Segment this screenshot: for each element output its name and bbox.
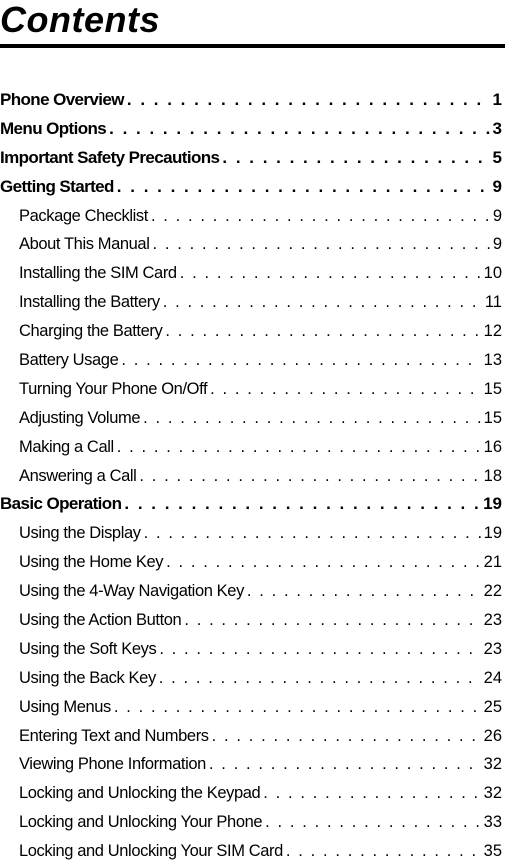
toc-page-number: 22 [483, 582, 502, 601]
toc-dot-leader [163, 288, 482, 317]
toc-entry-label: Basic Operation [0, 494, 122, 514]
toc-dot-leader [109, 115, 489, 144]
toc-dot-leader [139, 462, 480, 491]
page-title: Contents [0, 0, 160, 40]
toc-entry-label: Using the 4-Way Navigation Key [19, 582, 244, 601]
toc-page-number: 15 [483, 379, 502, 398]
toc-entry-label: Using the Back Key [19, 668, 156, 687]
toc-dot-leader [165, 317, 480, 346]
toc-page-number: 32 [483, 755, 502, 774]
toc-entry-label: Using the Action Button [19, 611, 182, 630]
toc-subsection-entry[interactable] [0, 664, 506, 693]
toc-entry-label: Installing the Battery [19, 293, 160, 312]
toc-entry-label: Using Menus [19, 697, 111, 716]
toc-page-number: 18 [483, 466, 502, 485]
toc-dot-leader [159, 635, 480, 664]
toc-subsection-entry[interactable] [0, 548, 506, 577]
toc-subsection-entry[interactable] [0, 375, 506, 404]
toc-subsection-entry[interactable] [0, 750, 506, 779]
toc-page-number: 19 [483, 524, 502, 543]
toc-subsection-entry[interactable] [0, 462, 506, 491]
toc-dot-leader [212, 722, 481, 751]
toc-subsection-entry[interactable] [0, 779, 506, 808]
toc-subsection-entry[interactable] [0, 722, 506, 751]
toc-page-number: 25 [483, 697, 502, 716]
toc-page-number: 23 [483, 611, 502, 630]
title-rule [0, 44, 505, 48]
toc-subsection-entry[interactable] [0, 230, 506, 259]
toc-subsection-entry[interactable] [0, 259, 506, 288]
toc-subsection-entry[interactable] [0, 577, 506, 606]
toc-entry-label: Using the Display [19, 524, 141, 543]
toc-entry-label: Battery Usage [19, 351, 119, 370]
toc-page-number: 13 [483, 351, 502, 370]
toc-entry-label: Using the Home Key [19, 553, 164, 572]
toc-page-number: 26 [483, 726, 502, 745]
toc-page-number: 11 [484, 293, 502, 312]
toc-page-number: 21 [483, 553, 502, 572]
toc-entry-label: About This Manual [19, 235, 150, 254]
toc-dot-leader [124, 490, 480, 519]
toc-dot-leader [247, 577, 481, 606]
toc-subsection-entry[interactable] [0, 519, 506, 548]
toc-subsection-entry[interactable] [0, 404, 506, 433]
toc-entry-label: Getting Started [0, 176, 114, 196]
toc-section-entry[interactable] [0, 86, 506, 115]
toc-subsection-entry[interactable] [0, 202, 506, 231]
toc-entry-label: Locking and Unlocking Your SIM Card [19, 842, 283, 861]
toc-page-number: 10 [483, 264, 502, 283]
toc-subsection-entry[interactable] [0, 317, 506, 346]
toc-dot-leader [144, 519, 481, 548]
toc-dot-leader [127, 86, 490, 115]
toc-subsection-entry[interactable] [0, 837, 506, 866]
toc-subsection-entry[interactable] [0, 693, 506, 722]
toc-page-number: 15 [483, 408, 502, 427]
toc-dot-leader [222, 144, 489, 173]
toc-entry-label: Installing the SIM Card [19, 264, 177, 283]
toc-page-number: 9 [492, 206, 502, 225]
toc-page-number: 9 [492, 176, 502, 196]
toc-dot-leader [209, 750, 481, 779]
toc-entry-label: Using the Soft Keys [19, 639, 157, 658]
toc-dot-leader [180, 259, 481, 288]
toc-page-number: 3 [492, 118, 502, 138]
toc-page-number: 24 [483, 668, 502, 687]
toc-dot-leader [121, 346, 480, 375]
toc-entry-label: Answering a Call [19, 466, 137, 485]
toc-page-number: 12 [483, 322, 502, 341]
toc-entry-label: Locking and Unlocking Your Phone [19, 813, 263, 832]
toc-page-number: 5 [492, 147, 502, 167]
toc-dot-leader [143, 404, 481, 433]
toc-section-entry[interactable] [0, 144, 506, 173]
toc-entry-label: Phone Overview [0, 90, 124, 109]
toc-dot-leader [286, 837, 481, 866]
toc-dot-leader [114, 693, 481, 722]
toc-subsection-entry[interactable] [0, 288, 506, 317]
toc-subsection-entry[interactable] [0, 606, 506, 635]
toc-subsection-entry[interactable] [0, 346, 506, 375]
toc-dot-leader [263, 779, 480, 808]
toc-page-number: 16 [483, 437, 502, 456]
toc-page-number: 1 [492, 90, 502, 109]
toc-entry-label: Viewing Phone Information [19, 755, 206, 774]
toc-dot-leader [117, 173, 490, 202]
toc-subsection-entry[interactable] [0, 635, 506, 664]
toc-entry-label: Adjusting Volume [19, 408, 141, 427]
toc-section-entry[interactable] [0, 115, 506, 144]
toc-page-number: 35 [483, 842, 502, 861]
toc-entry-label: Turning Your Phone On/Off [19, 379, 208, 398]
toc-entry-label: Charging the Battery [19, 322, 163, 341]
toc-section-entry[interactable] [0, 173, 506, 202]
toc-subsection-entry[interactable] [0, 433, 506, 462]
toc-subsection-entry[interactable] [0, 808, 506, 837]
toc-dot-leader [159, 664, 481, 693]
toc-dot-leader [265, 808, 480, 837]
toc-entry-label: Entering Text and Numbers [19, 726, 209, 745]
toc-entry-label: Locking and Unlocking the Keypad [19, 784, 261, 803]
toc-entry-label: Package Checklist [19, 206, 148, 225]
toc-section-entry[interactable] [0, 490, 506, 519]
toc-page-number: 9 [492, 235, 502, 254]
toc-dot-leader [117, 433, 481, 462]
toc-page-number: 33 [483, 813, 502, 832]
toc-dot-leader [166, 548, 481, 577]
toc-page-number: 19 [483, 494, 502, 514]
toc-dot-leader [210, 375, 481, 404]
toc-page-number: 23 [483, 639, 502, 658]
toc-dot-leader [151, 202, 490, 231]
toc-dot-leader [152, 230, 489, 259]
toc-entry-label: Menu Options [0, 118, 107, 138]
toc-entry-label: Important Safety Precautions [0, 147, 220, 167]
toc-dot-leader [184, 606, 480, 635]
table-of-contents [0, 86, 506, 866]
toc-entry-label: Making a Call [19, 437, 114, 456]
toc-page-number: 32 [483, 784, 502, 803]
